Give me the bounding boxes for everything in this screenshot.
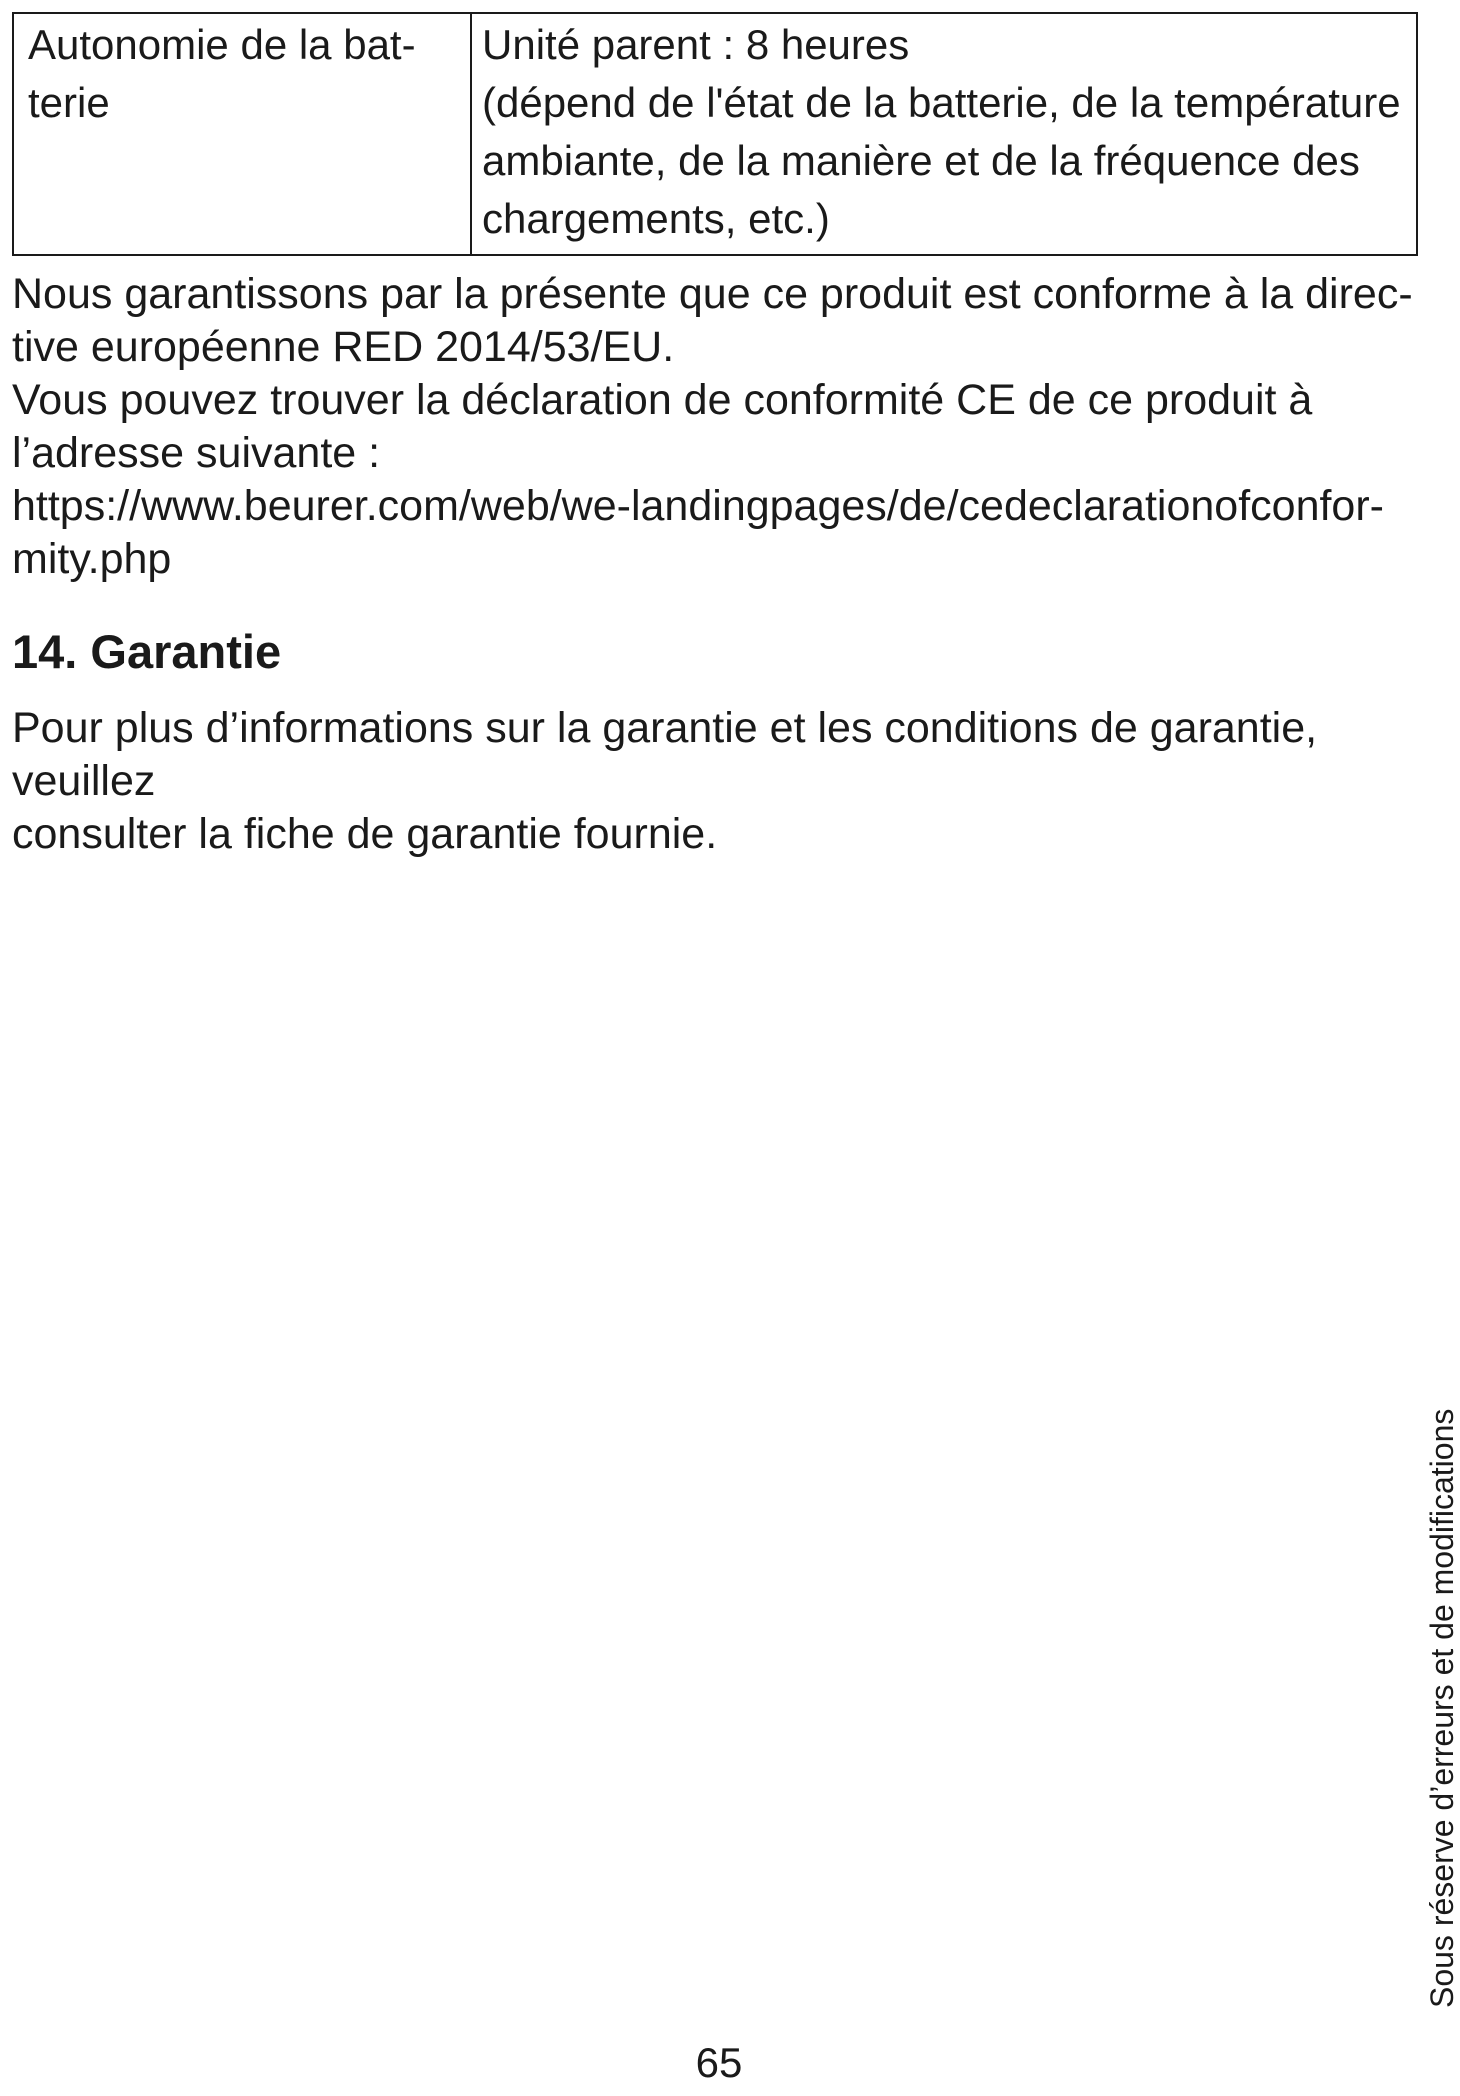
side-disclaimer-text: Sous réserve d’erreurs et de modifications bbox=[1424, 1408, 1460, 2008]
page-number: 65 bbox=[695, 2039, 743, 2086]
spec-value-main: Unité parent : 8 heures bbox=[482, 21, 910, 68]
section-heading-warranty: 14. Garantie bbox=[12, 625, 282, 678]
table-row bbox=[13, 13, 1417, 255]
spec-label-battery-life: Autonomie de la bat- terie bbox=[13, 13, 471, 255]
conformity-paragraph: Nous garantissons par la présente que ce produit est conforme à la direc- tive européenne RED 2014/53/EU. Vous pouvez trouver la déclaration de conformité CE de ce produit à l’adresse suivante : https://www.beurer.com/web/we-landingpages/de/cedeclarationofconfor- mity.php bbox=[12, 270, 1413, 583]
specification-table bbox=[12, 12, 1418, 256]
warranty-paragraph: Pour plus d’informations sur la garantie et les conditions de garantie, veuillez consulter la fiche de garantie fournie. bbox=[12, 704, 1318, 858]
spec-value-battery-life bbox=[471, 13, 1417, 255]
spec-value-note: (dépend de l'état de la batterie, de la température ambiante, de la manière et de la fréquence des chargements, etc.) bbox=[482, 79, 1401, 242]
side-disclaimer bbox=[1424, 1408, 1460, 2008]
